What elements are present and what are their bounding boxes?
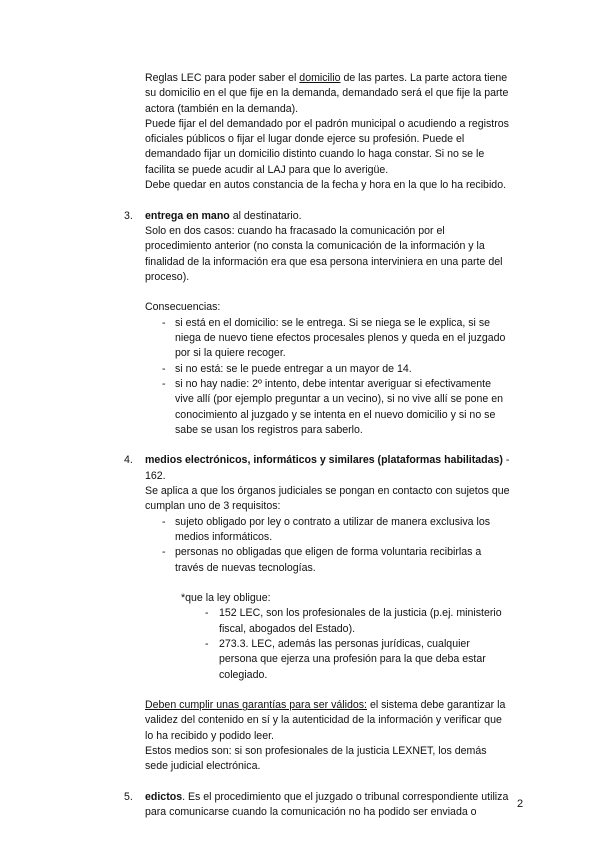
- section-title: medios electrónicos, informáticos y similares (plataformas habilitadas): [145, 454, 503, 467]
- section-heading: [145, 453, 510, 484]
- list-item-text: personas no obligadas que eligen de forma voluntaria recibirlas a través de nuevas tecnologías.: [175, 546, 482, 574]
- list-item: - personas no obligadas que eligen de forma voluntaria recibirlas a través de nuevas tecnologías.: [162, 546, 482, 574]
- page-number: 2: [517, 798, 524, 810]
- sub-list-item: - 152 LEC, son los profesionales de la justicia (p.ej. ministerio fiscal, abogados del Estado).: [205, 607, 502, 635]
- intro-text: Reglas LEC para poder saber el: [145, 72, 300, 84]
- sub-list-item-text: 273.3. LEC, además las personas jurídicas, cualquier persona que ejerza una profesión para la que deba estar colegiado.: [219, 637, 486, 681]
- section-heading: [145, 209, 510, 224]
- intro-paragraph-domicilio: [145, 71, 510, 117]
- section-title-rest: - 162.: [145, 454, 510, 482]
- sub-list-block: [145, 591, 510, 683]
- list-item: - sujeto obligado por ley o contrato a utilizar de manera exclusiva los medios informáticos.: [162, 515, 491, 543]
- list-item: - si no está: se le puede entregar a un mayor de 14.: [162, 362, 412, 375]
- section-title-rest: . Es el procedimiento que el juzgado o tribunal correspondiente utiliza para comunicarse cuando la comunicación no ha podido ser enviada o: [145, 790, 509, 819]
- section-title-rest: al destinatario.: [229, 209, 302, 222]
- section-edictos: [124, 790, 510, 821]
- list-item-text: si no hay nadie: 2º intento, debe intentar averiguar si efectivamente vive allí (por ejemplo preguntar a un vecino), si no vive allí se pone en conocimiento al juzgado y se intenta en el nuevo domicilio y si no se sabe se usan los registros para saberlo.: [175, 377, 503, 436]
- domicilio-link[interactable]: domicilio: [299, 72, 341, 84]
- validity-paragraph: [145, 698, 510, 744]
- media-paragraph: Estos medios son: si son profesionales de la justicia LEXNET, los demás sede judicial electrónica.: [145, 745, 487, 773]
- list-item: - si está en el domicilio: se le entrega. Si se niega se le explica, si se niega de nuevo tiene efectos procesales plenos y queda en el juzgado por si la quiere recoger.: [162, 316, 506, 360]
- section-entrega-en-mano: [124, 209, 510, 438]
- consequences-label: Consecuencias:: [145, 301, 221, 314]
- list-item-text: si no está: se le puede entregar a un mayor de 14.: [175, 362, 412, 375]
- section-number: 3.: [124, 209, 133, 222]
- page-content: [124, 71, 510, 821]
- intro-paragraph-padron: Puede fijar el del demandado por el padrón municipal o acudiendo a registros oficiales públicos o fijar el lugar donde ejerce su profesión. Puede el demandado fijar un domicilio distinto cuando lo haga constar. Si no se le facilita se puede acudir al LAJ para que lo averigüe.: [145, 117, 509, 176]
- section-medios-electronicos: [124, 453, 510, 774]
- intro-text: de las partes. La parte actora tiene su domicilio en el que fije en la demanda, demandado será el que fije la parte actora (también en la demanda).: [145, 72, 509, 115]
- list-item: - si no hay nadie: 2º intento, debe intentar averiguar si efectivamente vive allí (por ejemplo preguntar a un vecino), si no vive allí se pone en conocimiento al juzgado y se intenta en el nuevo domicilio y si no se sabe se usan los registros para saberlo.: [162, 377, 503, 436]
- section-title: edictos: [145, 790, 183, 803]
- list-item-text: si está en el domicilio: se le entrega. Si se niega se le explica, si se niega de nuevo tiene efectos procesales plenos y queda en el juzgado por si la quiere recoger.: [175, 316, 506, 360]
- section-number: 4.: [124, 454, 133, 467]
- validity-text: el sistema debe garantizar la validez del contenido en sí y la autenticidad de la información y verificar que lo ha recibido y podido leer.: [145, 699, 506, 742]
- section-number: 5.: [124, 790, 133, 803]
- section-title: entrega en mano: [145, 209, 230, 222]
- validity-label: Deben cumplir unas garantías para ser válidos:: [145, 699, 367, 712]
- section-heading: [145, 790, 510, 821]
- intro-paragraph-autos: Debe quedar en autos constancia de la fecha y hora en la que lo ha recibido.: [145, 179, 507, 192]
- sub-list-item: - 273.3. LEC, además las personas jurídicas, cualquier persona que ejerza una profesión para la que deba estar colegiado.: [205, 637, 486, 681]
- sub-list-item-text: 152 LEC, son los profesionales de la justicia (p.ej. ministerio fiscal, abogados del Estado).: [219, 607, 502, 635]
- sub-list-note: *que la ley obligue:: [181, 592, 271, 605]
- list-item-text: sujeto obligado por ley o contrato a utilizar de manera exclusiva los medios informáticos.: [175, 515, 491, 543]
- section-body: Solo en dos casos: cuando ha fracasado la comunicación por el procedimiento anterior (no consta la comunicación de la información y la finalidad de la información era que esa persona interviniera en una parte del proceso).: [145, 224, 503, 283]
- section-body: Se aplica a que los órganos judiciales se pongan en contacto con sujetos que cumplan uno de 3 requisitos:: [145, 485, 510, 513]
